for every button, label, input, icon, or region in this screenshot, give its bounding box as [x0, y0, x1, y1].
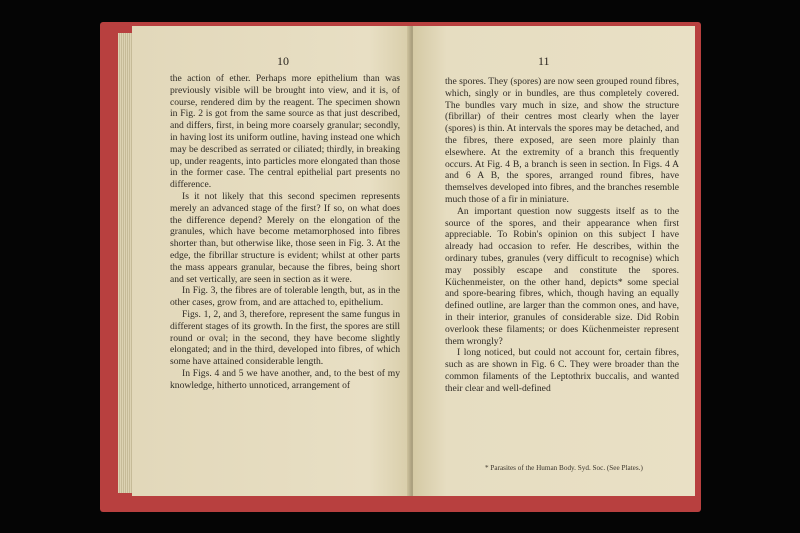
footnote: * Parasites of the Human Body. Syd. Soc. (See Plates.) — [485, 464, 643, 472]
page-number-left: 10 — [277, 54, 289, 68]
paragraph: An important question now suggests itself as to the source of the spores, and their appearance when first appreciable. To Robin's opinion on this subject I have already had occasion to refer. He describes, within the ordinary tubes, granules (very difficult to recognise) which may possibly escape and constitute the spores. Küchenmeister, on the other hand, depicts* some special and spore-bearing fibres, which, though having an equally defined outline, are larger than the common ones, and have, in their interior, granules of considerable size. Did Robin overlook these filaments; or does Küchenmeister represent them wrongly? — [445, 205, 679, 347]
paragraph: Figs. 1, 2, and 3, therefore, represent the same fungus in different stages of its growth. In the first, the spores are still round or oval; in the second, they have become slightly elongated; and in the third, developed into fibres, of which some have attained considerable length. — [170, 308, 400, 368]
left-page-text — [170, 73, 400, 392]
right-page — [413, 26, 695, 496]
left-page — [132, 26, 411, 496]
page-number-right: 11 — [538, 54, 550, 68]
paragraph: Is it not likely that this second specimen represents merely an advanced stage of the first? If so, on what does the difference depend? Merely on the elongation of the granules, which have become metamorphosed into fibres shorter than, but otherwise like, those seen in Fig. 3. At the edge, the fibrillar structure is evident; whilst at other parts the mass appears granular, because the fibres, being short and set vertically, are seen in section as it were. — [170, 190, 400, 285]
paragraph: the action of ether. Perhaps more epithelium than was previously visible will be brought into view, and it is, of course, rendered dim by the reagent. The specimen shown in Fig. 2 is got from the same source as that just described, and differs, first, in being more coarsely granular; secondly, in having lost its uniform outline, having instead one which may be described as serrated or ciliated; thirdly, in breaking up, under reagents, into particles more elongated than those in the former case. The central epithelial part presents no difference. — [170, 73, 400, 191]
right-page-text — [445, 76, 679, 395]
paragraph: the spores. They (spores) are now seen grouped round fibres, which, singly or in bundles, are thus completely covered. The bundles vary much in size, and show the structure (fibrillar) of their centres most clearly when the layer (spores) is thin. At intervals the spores may be detached, and the fibres, there exposed, are seen more plainly than elsewhere. At the extremity of a branch this frequently occurs. At Fig. 4 B, a branch is seen in section. In Figs. 4 A and 6 A B, the spores, arranged round fibres, have themselves developed into fibres, and the branches resemble much those of a fir in miniature. — [445, 76, 680, 205]
paragraph: I long noticed, but could not account for, certain fibres, such as are shown in Fig. 6 C. They were broader than the common filaments of the Leptothrix buccalis, and wanted their clear and well-defined — [445, 347, 679, 394]
paragraph: In Fig. 3, the fibres are of tolerable length, but, as in the other cases, grow from, and are attached to, epithelium. — [170, 285, 400, 309]
paragraph: In Figs. 4 and 5 we have another, and, to the best of my knowledge, hitherto unnoticed, arrangement of — [170, 367, 400, 391]
